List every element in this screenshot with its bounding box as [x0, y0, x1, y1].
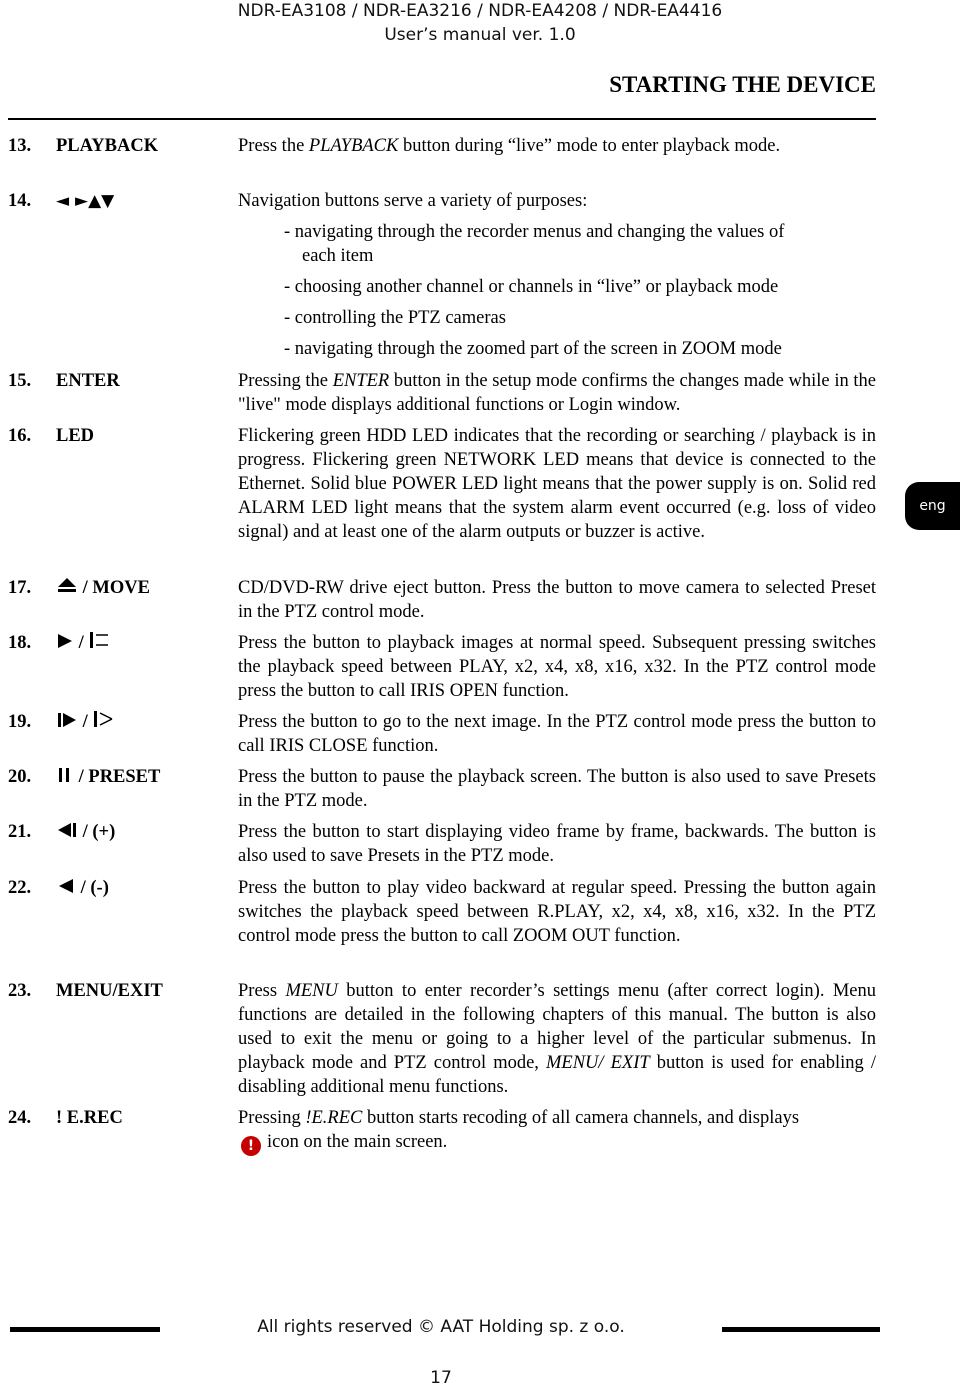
item-name: / PRESET [56, 765, 160, 789]
item-number: 18. [8, 633, 32, 653]
item-description: Press the button to start displaying video frame by frame, backwards. The button is also used to save Presets in the PTZ mode. [238, 822, 876, 866]
sub-point: - controlling the PTZ cameras [284, 308, 506, 328]
next-frame-icon [56, 712, 78, 728]
item-name: MENU/EXIT [56, 981, 163, 1001]
item-description: Press the button to play video backward at regular speed. Pressing the button again switches the playback speed between R.PLAY, x2, x4, x8, x16, x32. In the PTZ control mode press the button to call ZOOM OUT function. [238, 878, 876, 946]
item-number: 15. [8, 371, 32, 391]
item-name: ! E.REC [56, 1108, 123, 1128]
section-title: STARTING THE DEVICE [609, 72, 876, 97]
frame-back-icon [56, 822, 78, 838]
item-description: Press the button to go to the next image. In the PTZ control mode press the button to call IRIS CLOSE function. [238, 712, 876, 756]
footer-copyright: All rights reserved © AAT Holding sp. z o.o. [257, 1317, 625, 1337]
item-name: / [56, 710, 114, 734]
item-name: PLAYBACK [56, 136, 159, 156]
eject-icon [56, 576, 78, 594]
item-name: / (-) [56, 876, 109, 900]
item-description: Pressing the ENTER button in the setup mode confirms the changes made while in the "live" mode displays additional functions or Login window. [238, 371, 876, 415]
item-description: Press the PLAYBACK button during “live” mode to enter playback mode. [238, 136, 781, 156]
item-number: 19. [8, 712, 32, 732]
item-name: LED [56, 426, 95, 446]
header-rule [8, 118, 876, 120]
sub-point: - choosing another channel or channels in “live” or playback mode [284, 277, 779, 297]
item-description: Navigation buttons serve a variety of purposes: - navigating through the recorder menus and changing the values of each item - choosing another channel or channels in “live” or playback mode - controlling the PTZ cameras - navigating through the zoomed part of the screen in ZOOM mode [238, 189, 876, 361]
page-number: 17 [430, 1368, 452, 1388]
navigation-arrows-icon: ◄ ►▲▼ [56, 191, 115, 211]
item-description: Press MENU button to enter recorder’s settings menu (after correct login). Menu functions are detailed in the following chapters of this manual. The button is also used to exit the menu or going to a higher level of the particular submenus. In playback mode and PTZ control mode, MENU/ EXIT button is used for enabling / disabling additional menu functions. [238, 981, 877, 1097]
sub-point: - navigating through the recorder menus and changing the values of each item [284, 222, 785, 266]
item-number: 24. [8, 1108, 32, 1128]
item-number: 17. [8, 578, 32, 598]
header-models: NDR-EA3108 / NDR-EA3216 / NDR-EA4208 / NDR-EA4416 [237, 1, 723, 21]
item-number: 20. [8, 767, 32, 787]
item-name: / (+) [56, 820, 115, 844]
header-manual-version: User’s manual ver. 1.0 [384, 25, 576, 45]
item-description: Flickering green HDD LED indicates that the recording or searching / playback is in progress. Flickering green NETWORK LED means that device is connected to the Ethernet. Solid blue POWER LED light means that the power supply is on. Solid red ALARM LED light means that the system alarm event occurred (e.g. loss of video signal) and at least one of the alarm outputs or buzzer is active. [238, 426, 876, 542]
item-description: Press the button to playback images at normal speed. Subsequent pressing switches the playback speed between PLAY, x2, x4, x8, x16, x32. In the PTZ control mode press the button to call IRIS OPEN function. [238, 633, 876, 701]
alarm-icon: ! [241, 1136, 261, 1156]
language-tab: eng [905, 482, 960, 530]
item-number: 23. [8, 981, 32, 1001]
play-icon [56, 633, 74, 649]
item-name: / [56, 631, 110, 655]
pause-icon [56, 767, 74, 783]
item-description: CD/DVD-RW drive eject button. Press the button to move camera to selected Preset in the PTZ control mode. [238, 578, 876, 622]
item-number: 16. [8, 426, 32, 446]
iris-open-icon [88, 631, 110, 649]
item-number: 13. [8, 136, 32, 156]
item-number: 21. [8, 822, 32, 842]
item-name: ENTER [56, 371, 120, 391]
item-number: 14. [8, 191, 32, 211]
item-description: Press the button to pause the playback screen. The button is also used to save Presets in the PTZ mode. [238, 767, 876, 811]
item-number: 22. [8, 878, 32, 898]
rewind-icon [56, 878, 76, 894]
item-description: Pressing !E.REC button starts recoding of all camera channels, and displays ! icon on the main screen. [238, 1108, 800, 1154]
iris-close-icon [92, 710, 114, 728]
item-name: / MOVE [56, 576, 150, 600]
sub-point: - navigating through the zoomed part of the screen in ZOOM mode [284, 339, 782, 359]
